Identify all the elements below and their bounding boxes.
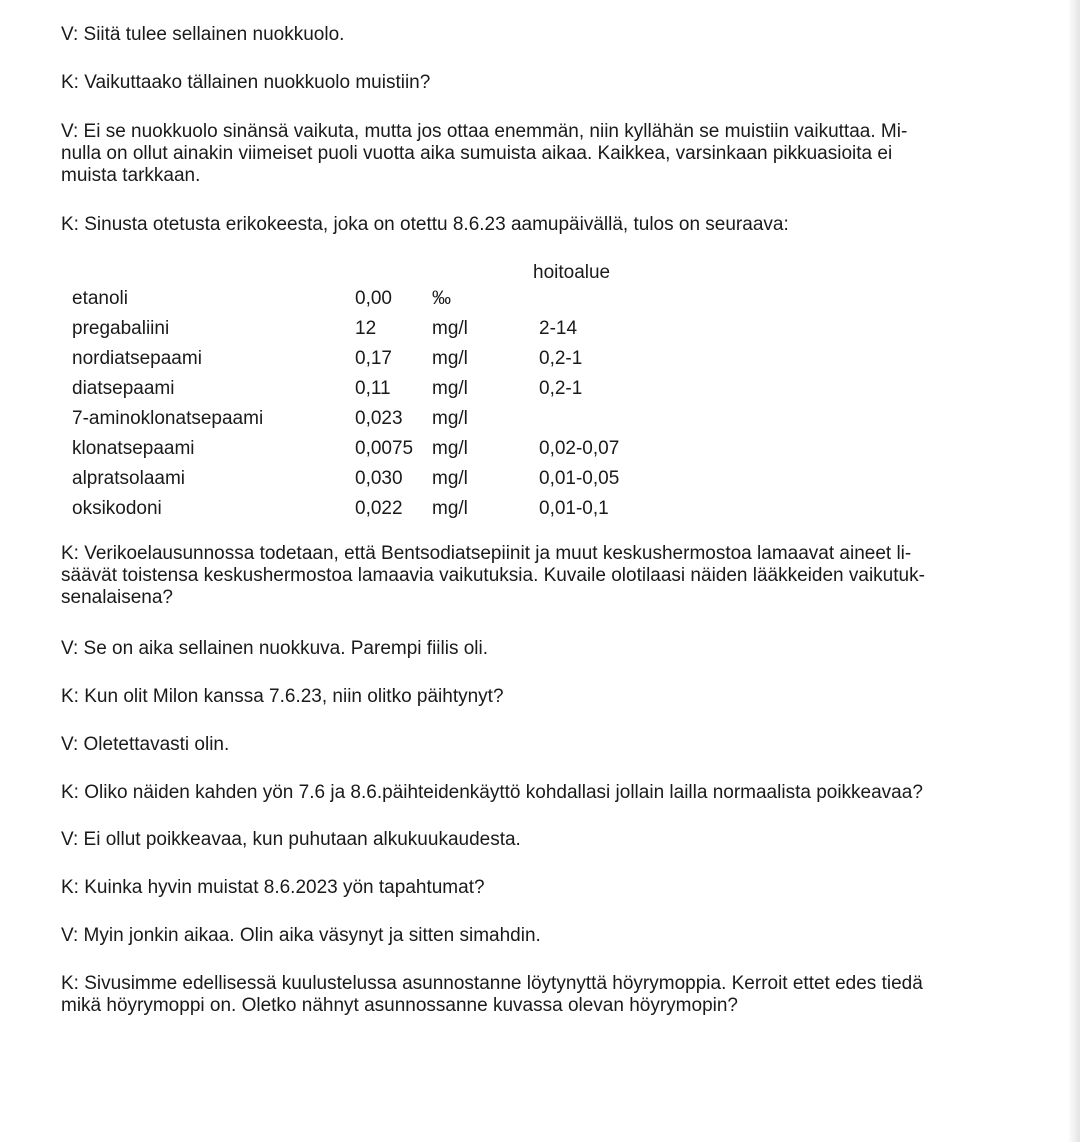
substance-unit: mg/l (432, 438, 468, 459)
paragraph-answer-5: V: Ei ollut poikkeavaa, kun puhutaan alkukuukaudesta. (61, 829, 521, 850)
substance-value: 0,023 (355, 408, 403, 429)
substance-name: 7-aminoklonatsepaami (72, 408, 264, 429)
substance-name: pregabaliini (72, 318, 170, 339)
substance-unit: mg/l (432, 408, 468, 429)
substance-value: 12 (355, 318, 377, 339)
substance-value: 0,11 (355, 378, 391, 399)
paragraph-question-4: K: Kun olit Milon kanssa 7.6.23, niin olitko päihtynyt? (61, 686, 504, 707)
substance-name: oksikodoni (72, 498, 162, 519)
substance-range: 2-14 (539, 318, 578, 339)
paragraph-answer-4: V: Oletettavasti olin. (61, 734, 230, 755)
substance-unit: mg/l (432, 348, 468, 369)
substance-value: 0,0075 (355, 438, 414, 459)
substance-unit: ‰ (432, 288, 451, 309)
paragraph-question-3: K: Verikoelausunnossa todetaan, että Bentsodiatsepiinit ja muut keskushermostoa lamaavat aineet li- säävät toistensa keskushermostoa lamaavia vaikutuksia. Kuvaile olotilaasi näiden lääkkeiden vaikutuk- senalaisena? (61, 543, 925, 608)
substance-range: 0,2-1 (539, 378, 583, 399)
substance-range: 0,01-0,1 (539, 498, 609, 519)
paragraph-question-6: K: Kuinka hyvin muistat 8.6.2023 yön tapahtumat? (61, 877, 485, 898)
paragraph-question-7: K: Sivusimme edellisessä kuulustelussa asunnostanne löytynyttä höyrymoppia. Kerroit ettet edes tiedä mikä höyrymoppi on. Oletko nähnyt asunnossanne kuvassa olevan höyrymopin? (61, 973, 923, 1016)
paragraph-answer-3: V: Se on aika sellainen nuokkuva. Parempi fiilis oli. (61, 638, 489, 659)
substance-name: diatsepaami (72, 378, 175, 399)
paragraph-question-5: K: Oliko näiden kahden yön 7.6 ja 8.6.päihteidenkäyttö kohdallasi jollain lailla normaalista poikkeavaa? (61, 782, 923, 803)
substance-name: alpratsolaami (72, 468, 185, 489)
paragraph-answer-2: V: Ei se nuokkuolo sinänsä vaikuta, mutta jos ottaa enemmän, niin kyllähän se muistiin vaikuttaa. Mi- nulla on ollut ainakin viimeiset puoli vuotta aika sumuista aikaa. Kaikkea, varsinkaan pikkuasioita ei muista tarkkaan. (61, 121, 908, 186)
substance-value: 0,00 (355, 288, 392, 309)
substance-unit: mg/l (432, 378, 468, 399)
substance-name: etanoli (72, 288, 128, 309)
substance-unit: mg/l (432, 318, 468, 339)
substance-range: 0,01-0,05 (539, 468, 620, 489)
results-table (72, 262, 672, 522)
substance-value: 0,022 (355, 498, 403, 519)
page-edge-shadow (1068, 0, 1080, 1142)
substance-value: 0,17 (355, 348, 392, 369)
paragraph-answer-6: V: Myin jonkin aikaa. Olin aika väsynyt ja sitten simahdin. (61, 925, 541, 946)
paragraph-question-2: K: Sinusta otetusta erikokeesta, joka on otettu 8.6.23 aamupäivällä, tulos on seuraava: (61, 214, 789, 235)
substance-name: nordiatsepaami (72, 348, 202, 369)
range-column-header: hoitoalue (533, 262, 611, 283)
substance-name: klonatsepaami (72, 438, 195, 459)
paragraph-question-1: K: Vaikuttaako tällainen nuokkuolo muistiin? (61, 72, 431, 93)
substance-range: 0,2-1 (539, 348, 583, 369)
paragraph-answer-1: V: Siitä tulee sellainen nuokkuolo. (61, 24, 345, 45)
substance-range: 0,02-0,07 (539, 438, 620, 459)
substance-value: 0,030 (355, 468, 403, 489)
substance-unit: mg/l (432, 498, 468, 519)
substance-unit: mg/l (432, 468, 468, 489)
